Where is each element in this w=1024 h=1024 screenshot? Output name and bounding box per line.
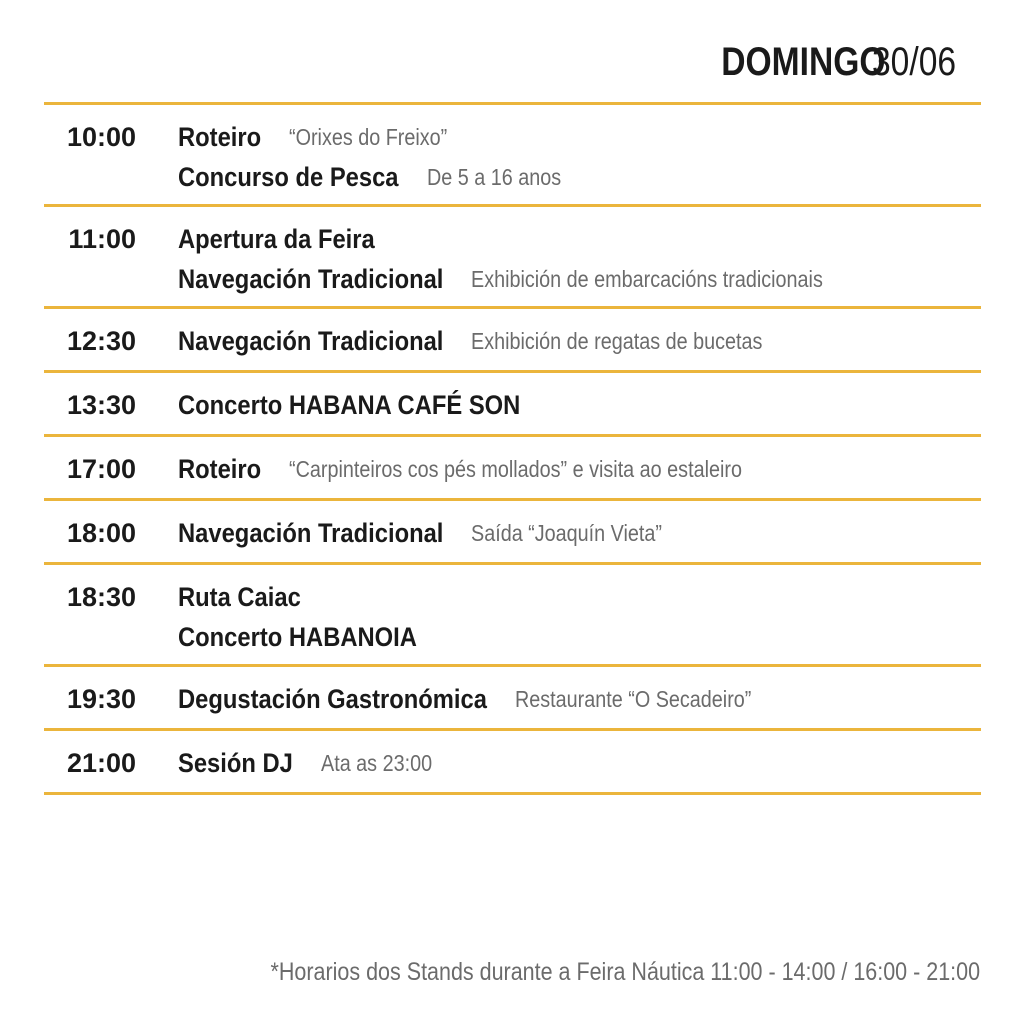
event-time: 10:00 xyxy=(66,122,136,152)
day-label: DOMINGO xyxy=(721,40,886,84)
event-time: 11:00 xyxy=(68,224,136,254)
event-line xyxy=(178,513,981,553)
event-detail: Restaurante “O Secadeiro” xyxy=(514,685,752,712)
event-title: Degustación Gastronómica xyxy=(178,683,487,714)
event-detail: De 5 a 16 anos xyxy=(426,163,561,190)
event-line xyxy=(178,117,981,157)
event-line xyxy=(178,679,981,719)
event-detail: Exhibición de regatas de bucetas xyxy=(471,327,763,354)
event-title: Navegación Tradicional xyxy=(178,263,444,294)
event-time: 21:00 xyxy=(66,748,136,778)
event-title: Ruta Caiac xyxy=(178,581,301,612)
event-line xyxy=(178,385,981,425)
schedule-row xyxy=(44,667,981,731)
schedule-row xyxy=(44,565,981,667)
event-title: Navegación Tradicional xyxy=(178,325,444,356)
event-detail: “Orixes do Freixo” xyxy=(289,123,448,150)
event-detail: Exhibición de embarcacións tradicionais xyxy=(471,265,824,292)
event-time: 17:00 xyxy=(66,454,136,484)
schedule-row xyxy=(44,207,981,309)
event-line xyxy=(178,617,981,657)
event-detail: Saída “Joaquín Vieta” xyxy=(471,519,663,546)
event-line xyxy=(178,577,981,617)
event-title: Concerto HABANA CAFÉ SON xyxy=(178,389,521,420)
event-line xyxy=(178,743,981,783)
schedule-row xyxy=(44,105,981,207)
page-header xyxy=(690,40,972,85)
event-detail: Ata as 23:00 xyxy=(320,749,432,776)
event-title: Roteiro xyxy=(178,453,262,484)
stands-hours-note: *Horarios dos Stands durante a Feira Náutica 11:00 - 14:00 / 16:00 - 21:00 xyxy=(270,958,980,986)
event-time: 18:30 xyxy=(66,582,136,612)
event-line xyxy=(178,259,981,299)
event-line xyxy=(178,157,981,197)
schedule-row xyxy=(44,373,981,437)
event-time: 19:30 xyxy=(66,684,136,714)
event-title: Apertura da Feira xyxy=(178,223,375,254)
event-time: 12:30 xyxy=(66,326,136,356)
event-title: Navegación Tradicional xyxy=(178,517,444,548)
event-line xyxy=(178,321,981,361)
event-title: Sesión DJ xyxy=(178,747,293,778)
event-title: Roteiro xyxy=(178,121,262,152)
schedule-row xyxy=(44,731,981,795)
event-title: Concerto HABANOIA xyxy=(178,621,417,652)
event-time: 13:30 xyxy=(66,390,136,420)
schedule-row xyxy=(44,501,981,565)
schedule-row xyxy=(44,309,981,373)
event-detail: “Carpinteiros cos pés mollados” e visita ao estaleiro xyxy=(289,455,743,482)
schedule-row xyxy=(44,437,981,501)
event-line xyxy=(178,219,981,259)
event-time: 18:00 xyxy=(66,518,136,548)
event-line xyxy=(178,449,981,489)
event-title: Concurso de Pesca xyxy=(178,161,399,192)
schedule-table xyxy=(44,102,981,795)
date-label: 30/06 xyxy=(871,40,956,84)
